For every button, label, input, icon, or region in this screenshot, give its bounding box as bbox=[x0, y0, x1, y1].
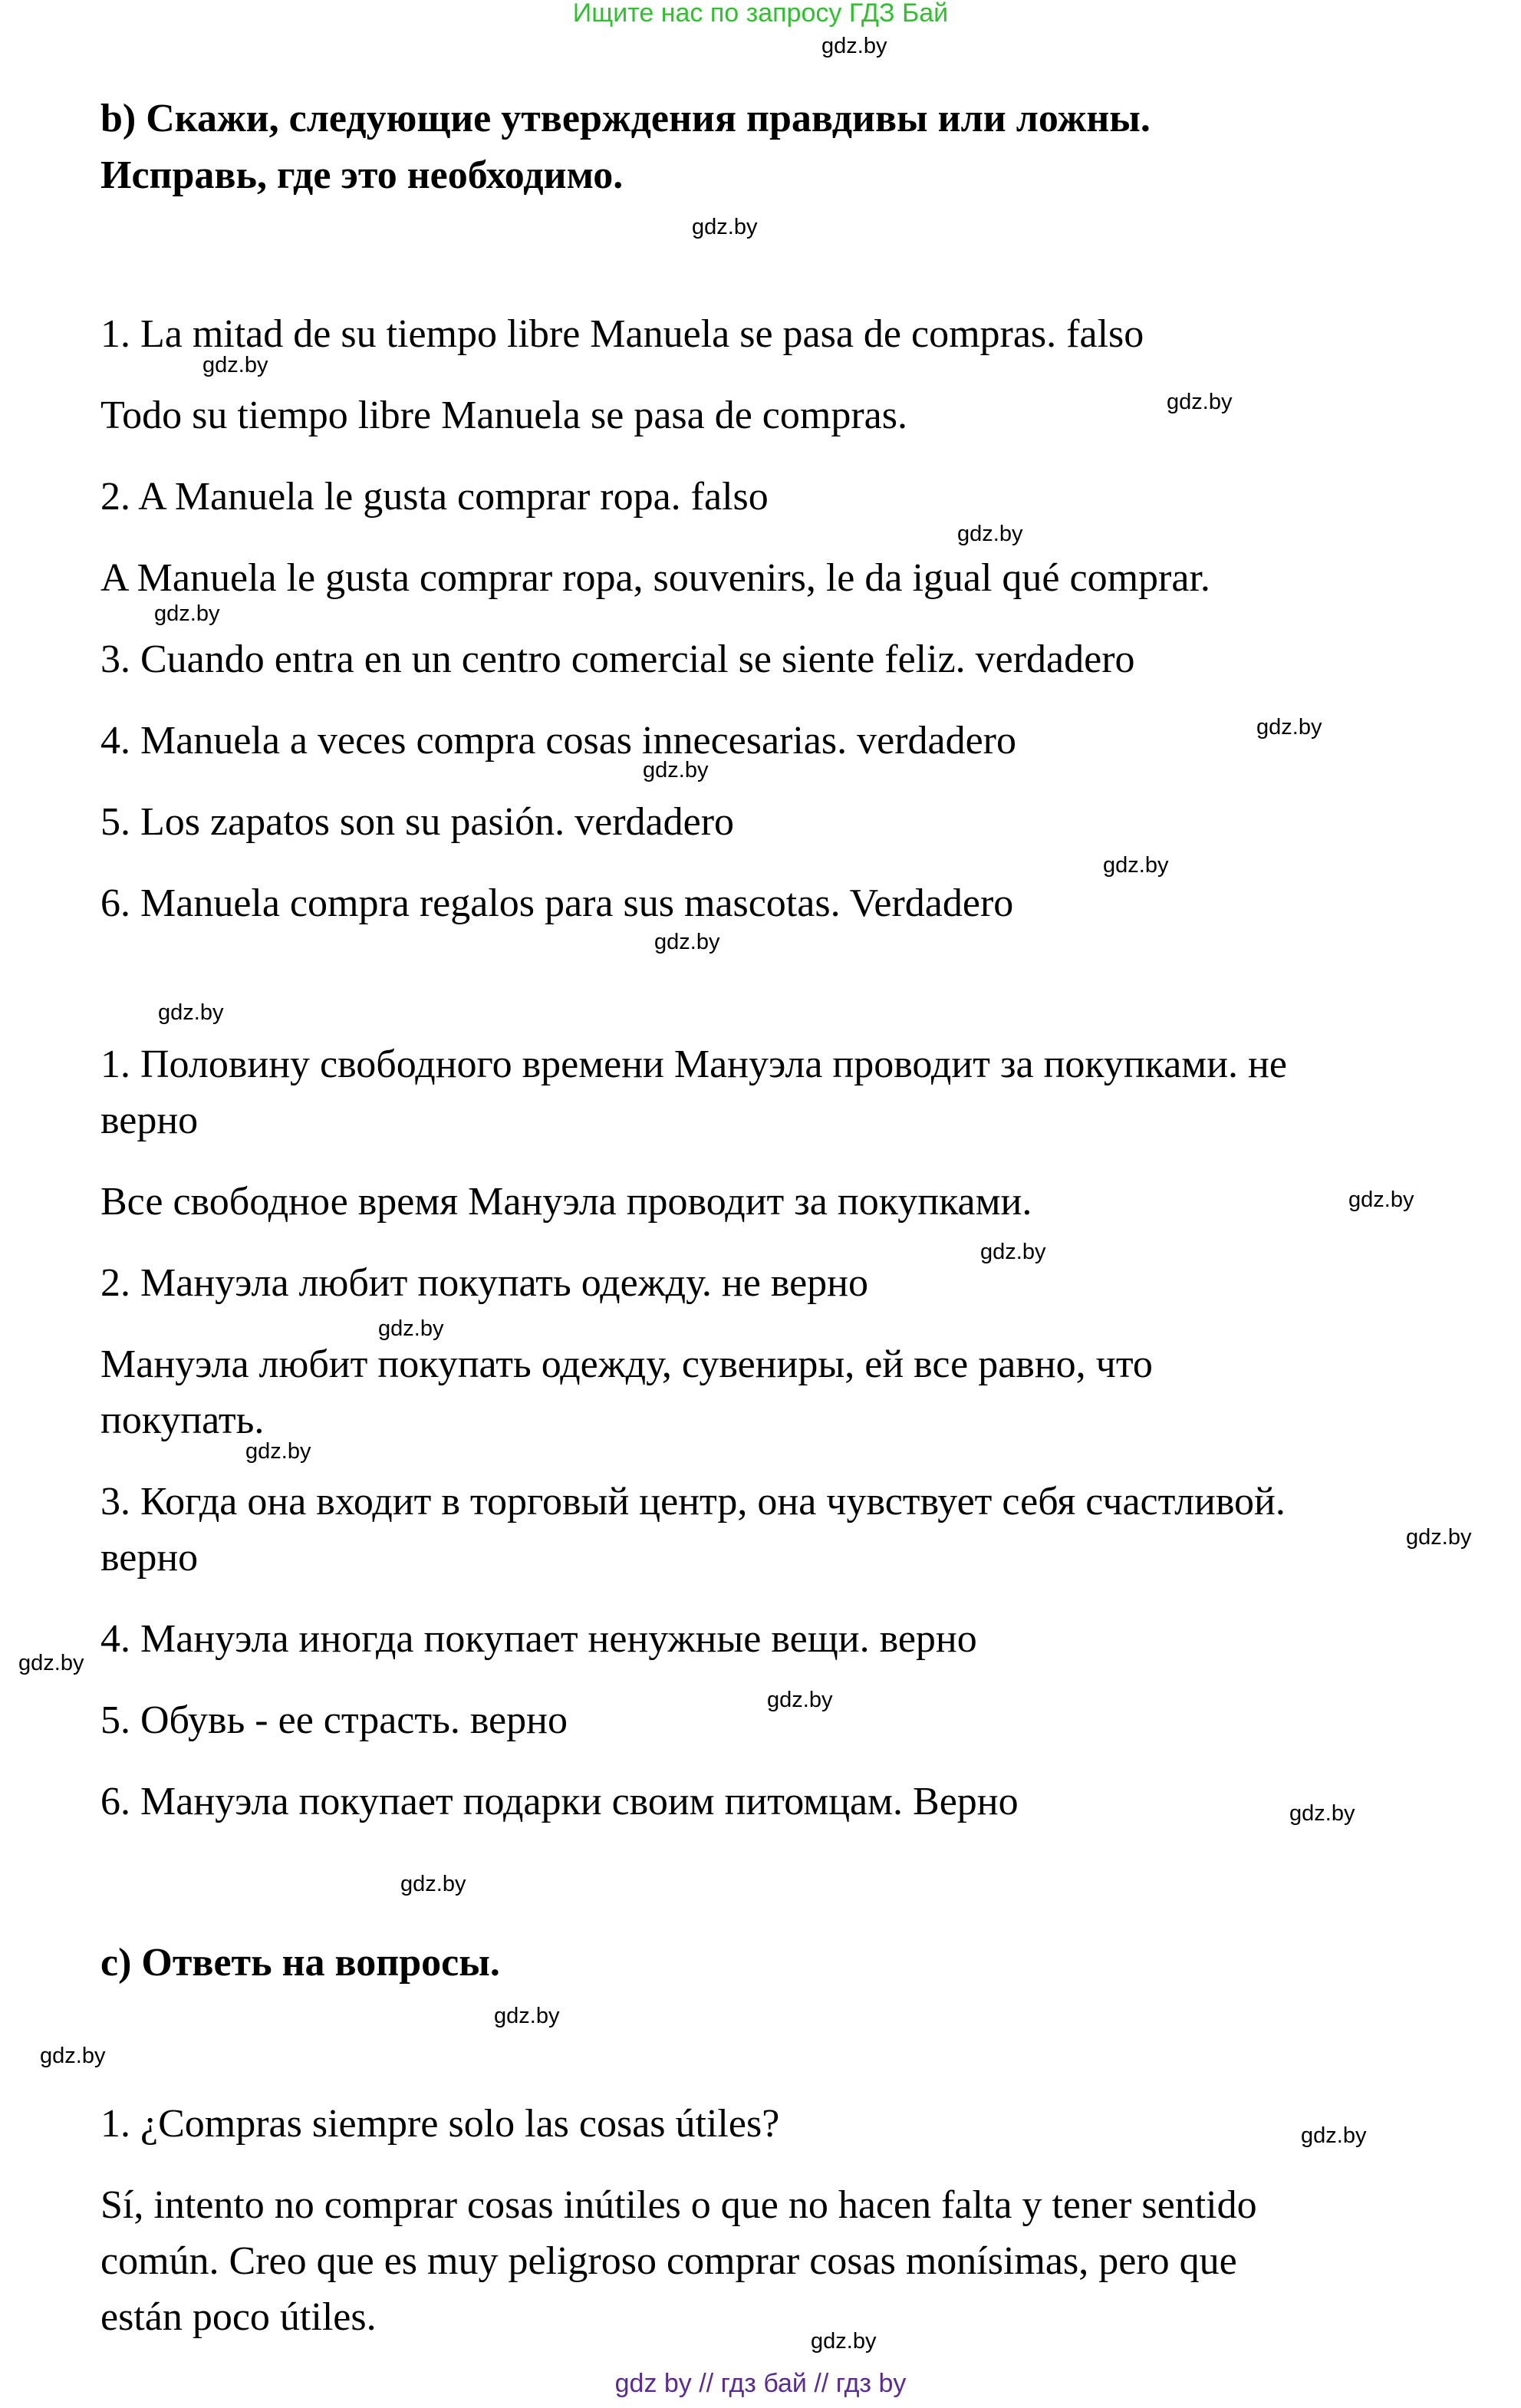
answer-line: están poco útiles. bbox=[100, 2295, 377, 2339]
section-b-heading-line2: Исправь, где это необходимо. bbox=[100, 153, 624, 197]
russian-line: 1. Половину свободного времени Мануэла проводит за покупками. не bbox=[100, 1043, 1287, 1086]
watermark: gdz.by bbox=[654, 930, 720, 954]
watermark: gdz.by bbox=[1167, 390, 1233, 414]
russian-line: Все свободное время Мануэла проводит за покупками. bbox=[100, 1180, 1032, 1224]
watermark: gdz.by bbox=[1348, 1188, 1414, 1212]
russian-line: 5. Обувь - ее страсть. верно bbox=[100, 1698, 568, 1742]
russian-line: 4. Мануэла иногда покупает ненужные вещи. верно bbox=[100, 1617, 977, 1661]
spanish-line: 5. Los zapatos son su pasión. verdadero bbox=[100, 800, 735, 844]
watermark: gdz.by bbox=[811, 2329, 877, 2354]
watermark: gdz.by bbox=[692, 215, 758, 239]
watermark: gdz.by bbox=[1103, 853, 1169, 878]
watermark: gdz.by bbox=[957, 522, 1023, 546]
watermark: gdz.by bbox=[980, 1240, 1046, 1264]
watermark: gdz.by bbox=[1406, 1525, 1472, 1550]
watermark: gdz.by bbox=[154, 601, 220, 626]
russian-line: покупать. bbox=[100, 1398, 265, 1442]
section-b-heading-line1: b) Скажи, следующие утверждения правдивы или ложны. bbox=[100, 97, 1151, 140]
russian-line: 6. Мануэла покупает подарки своим питомцам. Верно bbox=[100, 1780, 1019, 1823]
russian-line: 2. Мануэла любит покупать одежду. не верно bbox=[100, 1261, 868, 1305]
spanish-line: 3. Cuando entra en un centro comercial se siente feliz. verdadero bbox=[100, 637, 1135, 681]
answer-line: Sí, intento no comprar cosas inútiles o que no hacen falta y tener sentido bbox=[100, 2183, 1257, 2227]
spanish-line: 2. A Manuela le gusta comprar ropa. falso bbox=[100, 475, 769, 519]
spanish-line: 1. La mitad de su tiempo libre Manuela se pasa de compras. falso bbox=[100, 312, 1144, 356]
watermark: gdz.by bbox=[245, 1439, 311, 1464]
russian-line: верно bbox=[100, 1099, 199, 1142]
watermark: gdz.by bbox=[643, 758, 709, 782]
russian-line: 3. Когда она входит в торговый центр, она чувствует себя счастливой. bbox=[100, 1480, 1286, 1524]
watermark: gdz.by bbox=[1301, 2123, 1367, 2148]
header-site-label: gdz.by bbox=[821, 34, 887, 58]
answer-line: común. Creo que es muy peligroso comprar cosas monísimas, pero que bbox=[100, 2239, 1237, 2283]
footer-links[interactable]: gdz by // гдз бай // гдз by bbox=[614, 2369, 907, 2398]
russian-line: верно bbox=[100, 1536, 199, 1580]
watermark: gdz.by bbox=[1289, 1801, 1355, 1826]
section-c-heading: c) Ответь на вопросы. bbox=[100, 1941, 500, 1985]
spanish-line: Todo su tiempo libre Manuela se pasa de compras. bbox=[100, 394, 907, 437]
watermark: gdz.by bbox=[158, 1000, 224, 1025]
watermark: gdz.by bbox=[18, 1651, 84, 1675]
watermark: gdz.by bbox=[767, 1688, 833, 1712]
spanish-line: A Manuela le gusta comprar ropa, souvenirs, le da igual qué comprar. bbox=[100, 556, 1210, 600]
watermark: gdz.by bbox=[494, 2004, 560, 2028]
watermark: gdz.by bbox=[40, 2044, 106, 2068]
watermark: gdz.by bbox=[400, 1872, 466, 1896]
question-line: 1. ¿Compras siempre solo las cosas útiles? bbox=[100, 2102, 780, 2146]
russian-line: Мануэла любит покупать одежду, сувениры, ей все равно, что bbox=[100, 1342, 1153, 1386]
spanish-line: 6. Manuela compra regalos para sus mascotas. Verdadero bbox=[100, 881, 1014, 925]
search-hint-link[interactable]: Ищите нас по запросу ГДЗ Бай bbox=[572, 0, 949, 28]
watermark: gdz.by bbox=[1256, 715, 1322, 740]
watermark: gdz.by bbox=[378, 1316, 444, 1341]
spanish-line: 4. Manuela a veces compra cosas innecesarias. verdadero bbox=[100, 719, 1016, 763]
watermark: gdz.by bbox=[202, 353, 268, 377]
